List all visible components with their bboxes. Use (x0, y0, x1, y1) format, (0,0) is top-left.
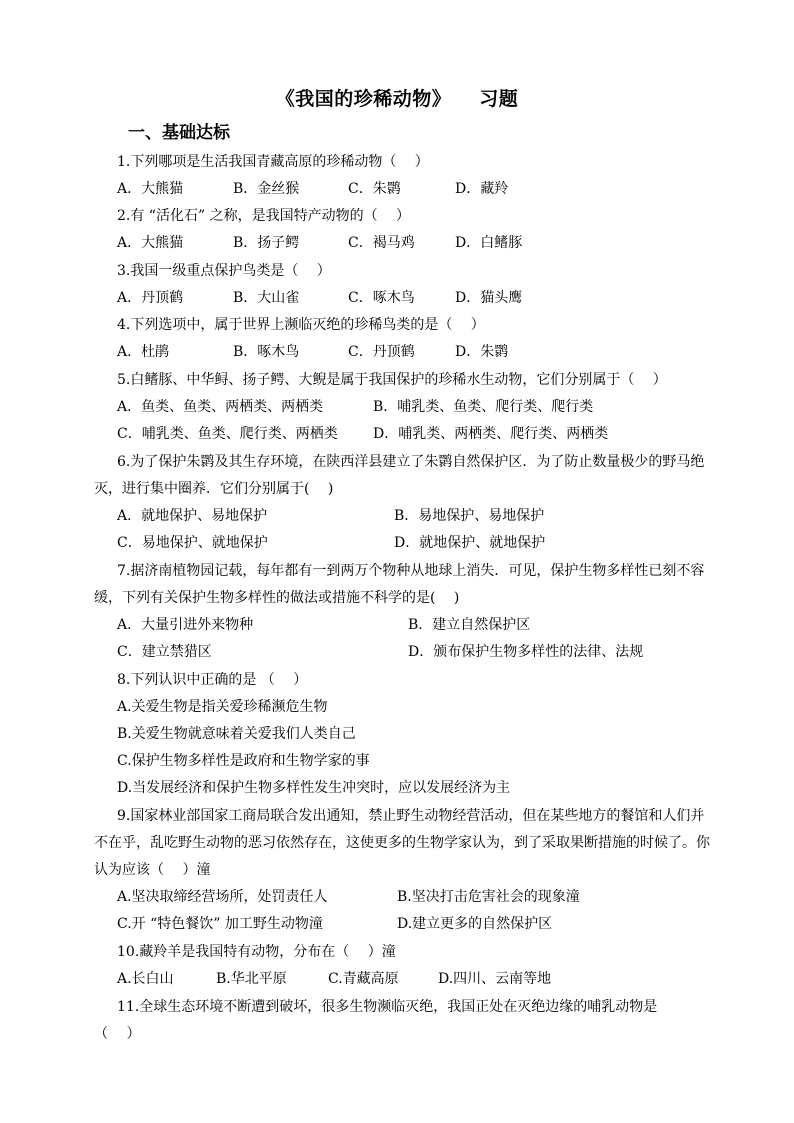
question-5-stem: 5.白鳍豚、中华鲟、扬子鳄、大鲵是属于我国保护的珍稀水生动物，它们分别属于（ ） (117, 372, 667, 388)
section-heading: 一、基础达标 (128, 123, 230, 143)
q2-option-c: C．褐马鸡 (348, 235, 415, 251)
q10-option-d: D.四川、云南等地 (438, 971, 552, 987)
question-7-stem-cont: 缓，下列有关保护生物多样性的做法或措施不科学的是( ) (94, 590, 460, 606)
question-9-stem-cont-1: 不在乎，乱吃野生动物的恶习依然存在，这使更多的生物学家认为，到了采取果断措施的时候了。你 (94, 835, 710, 851)
q7-option-a: A．大量引进外来物种 (117, 617, 254, 633)
q6-option-b: B．易地保护、易地保护 (394, 508, 545, 524)
question-4-stem: 4.下列选项中，属于世界上濒临灭绝的珍稀鸟类的是（ ） (117, 317, 485, 333)
q5-option-d: D．哺乳类、两栖类、爬行类、两栖类 (373, 426, 609, 442)
q7-option-b: B．建立自然保护区 (408, 617, 531, 633)
question-7-stem: 7.据济南植物园记载，每年都有一到两万个物种从地球上消失．可见，保护生物多样性已刻不容 (117, 563, 705, 579)
page-title (0, 84, 794, 111)
question-2-stem: 2.有 “活化石” 之称，是我国特产动物的（ ） (117, 208, 411, 224)
q7-option-c: C．建立禁猎区 (117, 644, 212, 660)
title-suffix: 习题 (479, 88, 519, 110)
q3-option-c: C．啄木鸟 (348, 290, 415, 306)
question-6-stem: 6.为了保护朱鹮及其生存环境，在陕西洋县建立了朱鹮自然保护区．为了防止数量极少的野马绝 (117, 454, 705, 470)
question-3-stem: 3.我国一级重点保护鸟类是（ ） (117, 263, 331, 279)
q10-option-b: B.华北平原 (216, 971, 287, 987)
q3-option-d: D．猫头鹰 (455, 290, 523, 306)
q4-option-c: C．丹顶鹤 (348, 344, 415, 360)
q6-option-a: A．就地保护、易地保护 (117, 508, 268, 524)
q6-option-c: C．易地保护、就地保护 (117, 535, 268, 551)
question-9-stem: 9.国家林业部国家工商局联合发出通知，禁止野生动物经营活动，但在某些地方的餐馆和人们并 (117, 808, 705, 824)
q1-option-b: B．金丝猴 (233, 181, 300, 197)
title-main: 《我国的珍稀动物》 (275, 88, 452, 110)
q5-option-b: B．哺乳类、鱼类、爬行类、爬行类 (373, 399, 594, 415)
q4-option-b: B．啄木鸟 (233, 344, 300, 360)
q5-option-a: A．鱼类、鱼类、两栖类、两栖类 (117, 399, 324, 415)
q2-option-a: A．大熊猫 (117, 235, 184, 251)
q2-option-d: D．白鳍豚 (455, 235, 523, 251)
q2-option-b: B．扬子鳄 (233, 235, 300, 251)
q1-option-a: A．大熊猫 (117, 181, 184, 197)
question-8-stem: 8.下列认识中正确的是 （ ） (117, 672, 308, 688)
q8-option-a: A.关爱生物是指关爱珍稀濒危生物 (117, 699, 328, 715)
q4-option-a: A．杜鹃 (117, 344, 170, 360)
question-11-stem-cont: （ ） (94, 1026, 141, 1042)
q9-option-c: C.开 “特色餐饮” 加工野生动物潼 (117, 916, 323, 932)
q8-option-c: C.保护生物多样性是政府和生物学家的事 (117, 753, 370, 769)
q9-option-b: B.坚决打击危害社会的现象潼 (397, 889, 580, 905)
q1-option-d: D．藏羚 (455, 181, 509, 197)
q4-option-d: D．朱鹮 (455, 344, 509, 360)
q8-option-d: D.当发展经济和保护生物多样性发生冲突时，应以发展经济为主 (117, 780, 511, 796)
question-6-stem-cont: 灭，进行集中圈养．它们分别属于( ) (94, 481, 334, 497)
q7-option-d: D．颁布保护生物多样性的法律、法规 (408, 644, 644, 660)
q6-option-d: D．就地保护、就地保护 (394, 535, 546, 551)
question-1-stem: 1.下列哪项是生活我国青藏高原的珍稀动物（ ） (117, 154, 429, 170)
question-9-stem-cont-2: 认为应该（ ）潼 (94, 862, 211, 878)
q3-option-b: B．大山雀 (233, 290, 300, 306)
question-10-stem: 10.藏羚羊是我国特有动物，分布在（ ）潼 (117, 944, 396, 960)
q10-option-c: C.青藏高原 (328, 971, 399, 987)
q10-option-a: A.长白山 (117, 971, 174, 987)
q5-option-c: C．哺乳类、鱼类、爬行类、两栖类 (117, 426, 338, 442)
q3-option-a: A．丹顶鹤 (117, 290, 184, 306)
q8-option-b: B.关爱生物就意味着关爱我们人类自己 (117, 726, 356, 742)
q9-option-d: D.建立更多的自然保护区 (397, 916, 553, 932)
q1-option-c: C．朱鹮 (348, 181, 401, 197)
q9-option-a: A.坚决取缔经营场所，处罚责任人 (117, 889, 328, 905)
question-11-stem: 11.全球生态环境不断遭到破坏，很多生物濒临灭绝，我国正处在灭绝边缘的哺乳动物是 (117, 999, 658, 1015)
